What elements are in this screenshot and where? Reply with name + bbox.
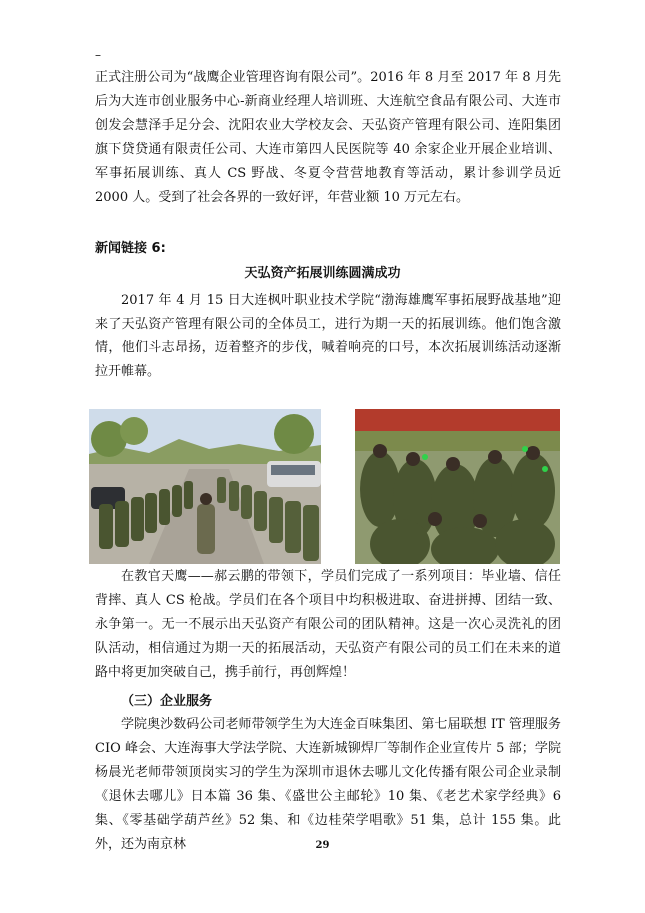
paragraph-company-history: 正式注册公司为“战鹰企业管理咨询有限公司”。2016 年 8 月至 2017 年 8 月先后为大连市创业服务中心-新商业经理人培训班、大连航空食品有限公司、大连市创发会慧泽手足分会、沈阳农业大学校友会、天弘资产管理有限公司、连阳集团旗下贷贷通有限责任公司、大连市第四人民医院等 40 余家企业开展企业培训、军事拓展训练、真人 CS 野战、冬夏令营营地教育等活动，累计参训学员近 2000 人。受到了社会各界的一致好评，年营业额 10 万元左右。 bbox=[95, 70, 561, 205]
news-link-label: 新闻链接 6: bbox=[95, 241, 166, 256]
photo-trainees-lined-up bbox=[89, 409, 321, 564]
header-mark: – bbox=[95, 48, 101, 62]
photo-trust-fall-activity bbox=[355, 409, 560, 564]
paragraph-news-intro: 2017 年 4 月 15 日大连枫叶职业技术学院“渤海雄鹰军事拓展野战基地”迎来了天弘资产管理有限公司的全体员工，进行为期一天的拓展训练。他们饱含激情，他们斗志昂扬，迈着整齐的步伐，喊着响亮的口号，本次拓展训练活动逐渐拉开帷幕。 bbox=[95, 293, 561, 379]
page-number: 29 bbox=[315, 840, 330, 851]
paragraph-enterprise-services: 学院奥沙数码公司老师带领学生为大连金百味集团、第七届联想 IT 管理服务CIO 峰会、大连海事大学法学院、大连新城铆焊厂等制作企业宣传片 5 部；学院杨晨光老师带领顶岗实习的学生为深圳市退休去哪儿文化传播有限公司企业录制《退休去哪儿》日本篇 36 集、《盛世公主邮轮》10 集、《老艺术家学经典》6 集、《零基础学葫芦丝》52 集、和《边桂荣学唱歌》51 集，总计 155 集。此外，还为南京林 bbox=[95, 717, 561, 852]
section-heading: （三）企业服务 bbox=[121, 694, 213, 709]
paragraph-training-summary: 在教官天鹰——郝云鹏的带领下，学员们完成了一系列项目：毕业墙、信任背摔、真人 CS 枪战。学员们在各个项目中均积极进取、奋进拼搏、团结一致、永争第一。无一不展示出天弘资产有限公司的团队精神。这是一次心灵洗礼的团队活动，相信通过为期一天的拓展活动，天弘资产有限公司的员工们在未来的道路中将更加突破自己，携手前行，再创辉煌！ bbox=[95, 569, 561, 680]
news-title: 天弘资产拓展训练圆满成功 bbox=[244, 266, 401, 281]
